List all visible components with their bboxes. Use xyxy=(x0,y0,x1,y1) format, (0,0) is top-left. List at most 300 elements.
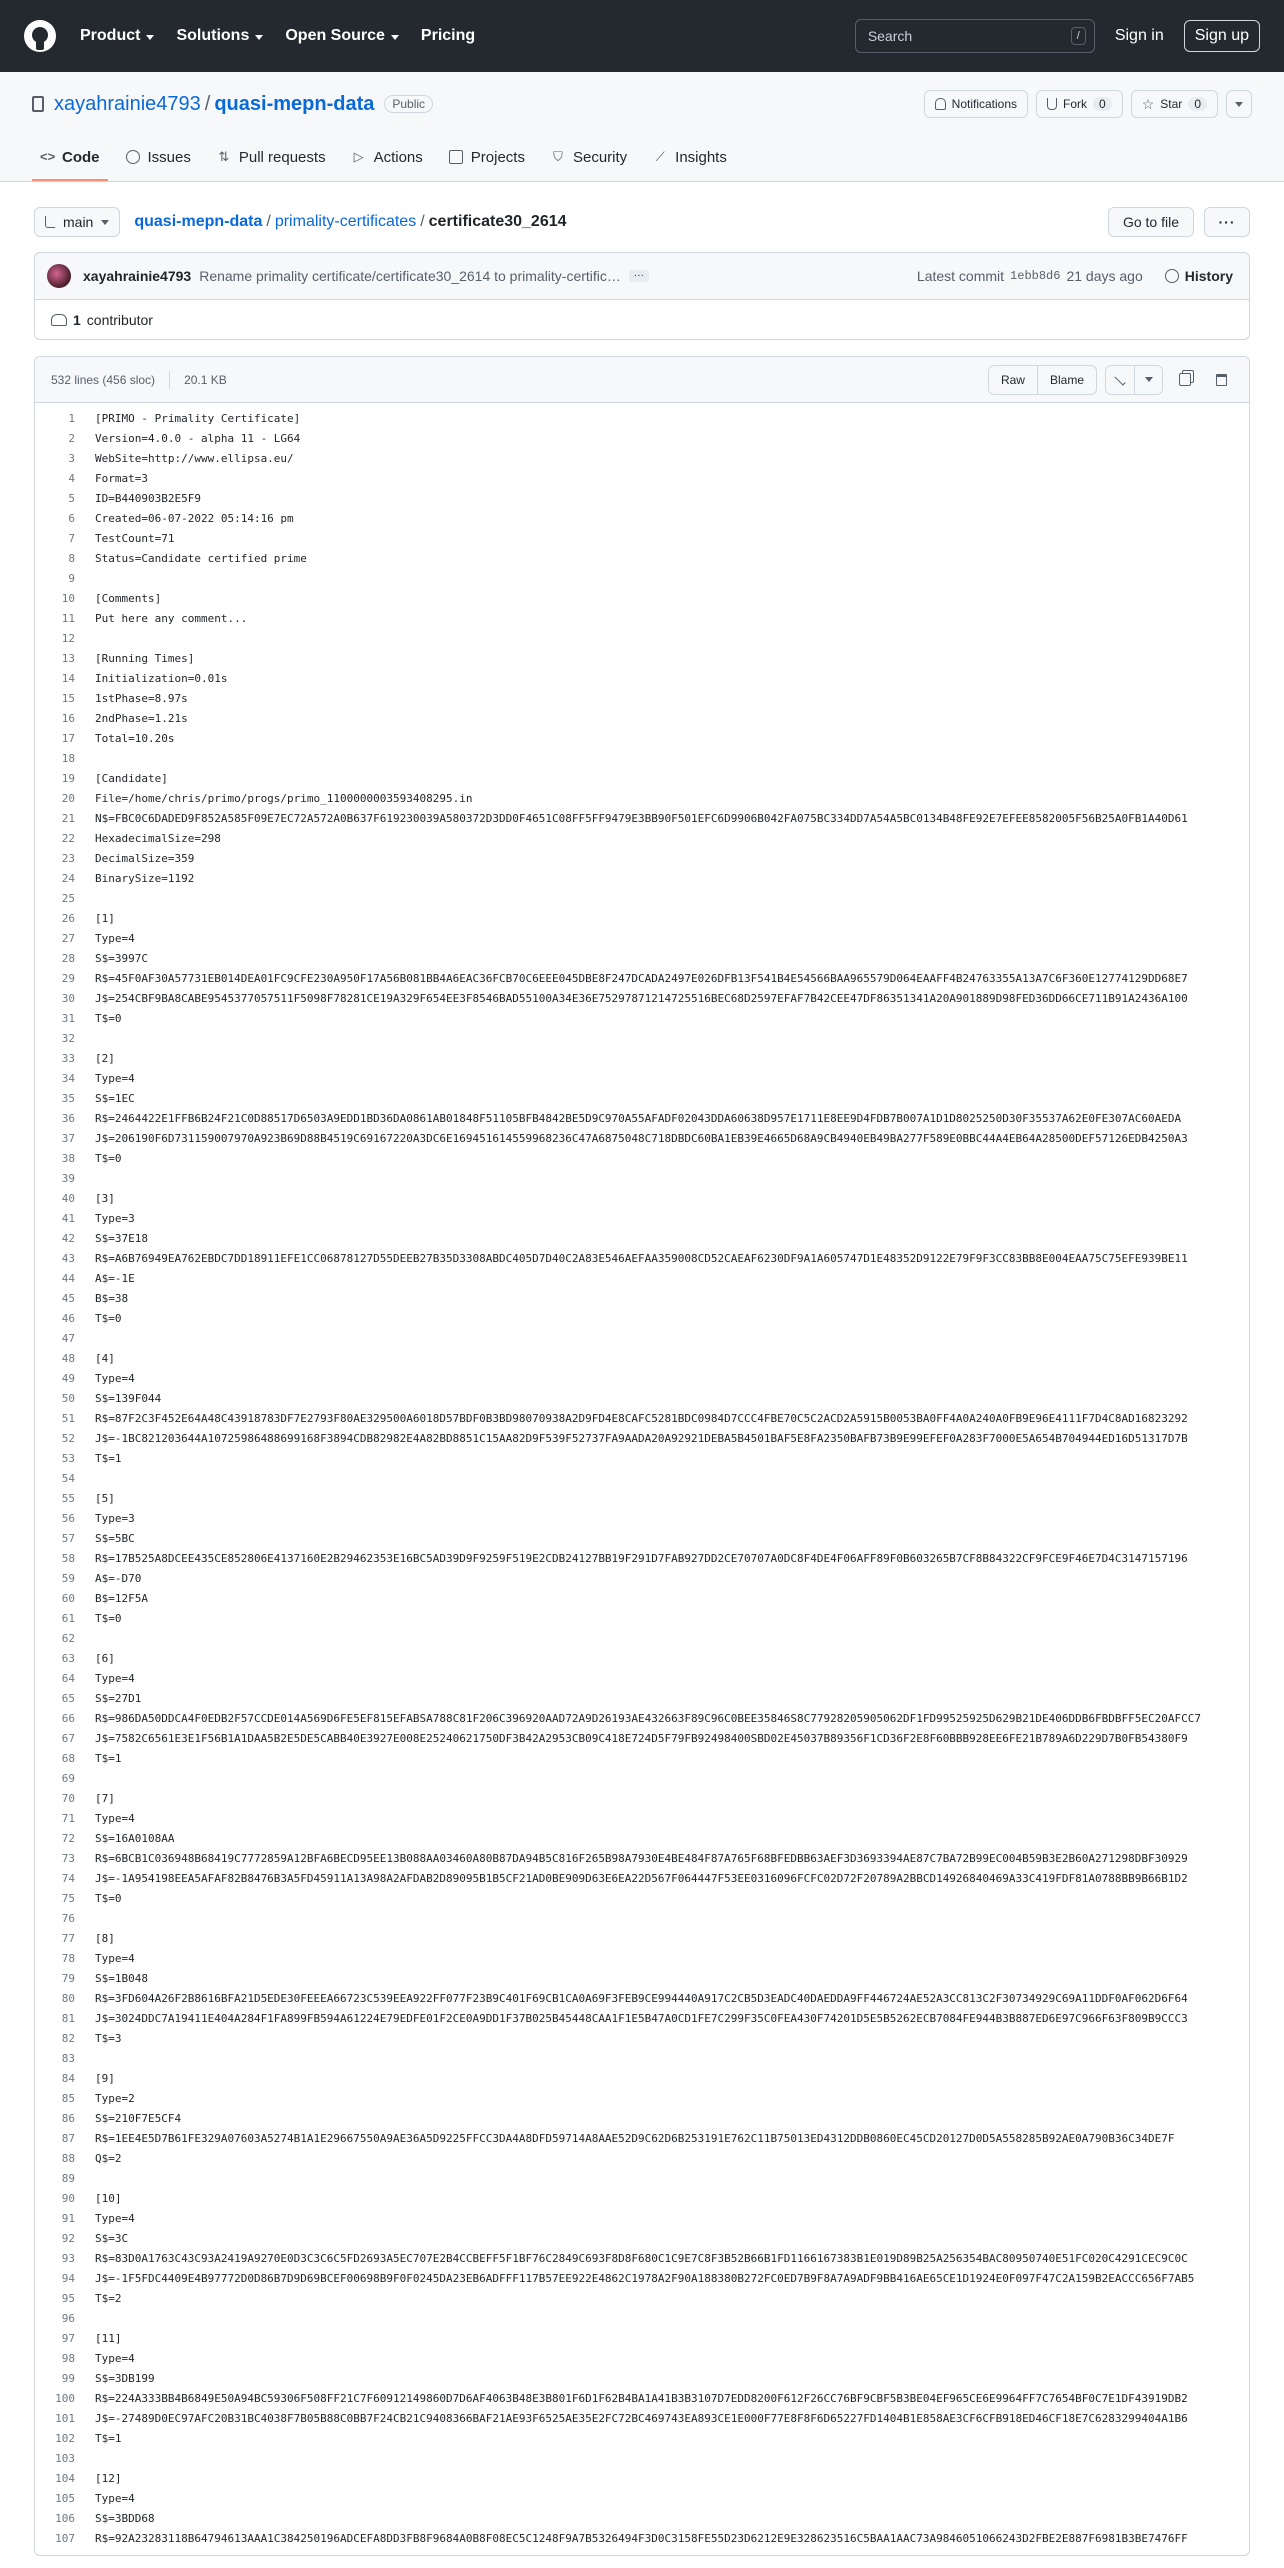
code-line xyxy=(35,669,1249,689)
line-number[interactable]: 36 xyxy=(61,1112,75,1125)
line-number[interactable]: 61 xyxy=(61,1612,75,1625)
line-number[interactable]: 105 xyxy=(55,2492,75,2505)
fork-button[interactable] xyxy=(1036,90,1123,118)
branch-selector[interactable] xyxy=(34,207,120,237)
line-number[interactable]: 5 xyxy=(68,492,75,505)
line-number[interactable]: 56 xyxy=(61,1512,75,1525)
line-number[interactable]: 41 xyxy=(61,1212,75,1225)
nav-product-label: Product xyxy=(80,27,141,44)
line-number[interactable]: 64 xyxy=(61,1672,75,1685)
line-content xyxy=(75,2169,95,2189)
code-line xyxy=(35,889,1249,909)
line-number[interactable]: 104 xyxy=(55,2472,75,2485)
code-line xyxy=(35,1209,1249,1229)
line-content xyxy=(75,1469,95,1489)
line-number[interactable]: 71 xyxy=(61,1812,75,1825)
nav-solutions-label: Solutions xyxy=(176,27,250,44)
code-line xyxy=(35,1129,1249,1149)
branch-name: main xyxy=(63,214,94,230)
code-line xyxy=(35,549,1249,569)
line-content: R$=92A23283118B64794613AAA1C384250196ADCEFA8DD3FB8F9684A0B8F08EC5C1248F9A7B5326494F3D0C3158FE55D23D6212E9E328623516C5BAA1AAC73A9846051066243D2FBE2E887F6981B3BE7476FF xyxy=(95,2532,1188,2545)
line-content: T$=1 xyxy=(95,1752,122,1765)
tab-issues-label: Issues xyxy=(147,148,191,166)
line-content: J$=7582C6561E3E1F56B1A1DAA5B2E5DE5CABB40E3927E008E25240621750DF3B42A2953CB09C418E724D5F79FB92498400SBD02E45037B89356F1CD36F2E8F60BBB928EE6FE21B789A6D229D7B0FB54380F9 xyxy=(95,1732,1188,1745)
line-number[interactable]: 60 xyxy=(61,1592,75,1605)
line-number[interactable]: 21 xyxy=(61,812,75,825)
line-content: T$=2 xyxy=(95,2292,122,2305)
code-line xyxy=(35,2489,1249,2509)
line-content: T$=1 xyxy=(95,2432,122,2445)
line-number[interactable]: 6 xyxy=(68,512,75,525)
line-content: R$=83D0A1763C43C93A2419A9270E0D3C3C6C5FD2693A5EC707E2B4CCBEFF5F1BF76C2849C693F8D8F680C1C9E7C8F3B52B66B1FD1166167383B1E019D89B25A256354BAC80950740E51FC020C4291CEC9C0C xyxy=(95,2252,1188,2265)
line-content: T$=0 xyxy=(95,1892,122,1905)
line-number[interactable]: 1 xyxy=(68,412,75,425)
line-number[interactable]: 50 xyxy=(61,1392,75,1405)
tab-pull-requests[interactable] xyxy=(209,135,334,181)
line-number[interactable]: 22 xyxy=(61,832,75,845)
code-line xyxy=(35,1189,1249,1209)
line-content: 2ndPhase=1.21s xyxy=(95,712,188,725)
line-content: J$=-1A954198EEA5AFAF82B8476B3A5FD45911A13A98A2AFDAB2D89095B1B5CF21AD0BE909D63E6EA22D567F064447F53EE0316096FCFC02D72F20789A2BBCD14926840469A33C419FDF81A0788BB9B66B1D2 xyxy=(95,1872,1188,1885)
line-number[interactable]: 75 xyxy=(61,1892,75,1905)
line-number[interactable]: 92 xyxy=(61,2232,75,2245)
table-icon xyxy=(449,150,463,164)
line-number[interactable]: 12 xyxy=(61,632,75,645)
raw-button[interactable]: Raw xyxy=(1000,372,1025,387)
code-line xyxy=(35,829,1249,849)
line-number[interactable]: 81 xyxy=(61,2012,75,2025)
notifications-button[interactable] xyxy=(924,90,1028,118)
star-dropdown-button[interactable] xyxy=(1226,90,1252,118)
line-number[interactable]: 23 xyxy=(61,852,75,865)
code-line xyxy=(35,1089,1249,1109)
line-number[interactable]: 76 xyxy=(61,1912,75,1925)
code-line xyxy=(35,1829,1249,1849)
code-line xyxy=(35,2189,1249,2209)
line-number[interactable]: 47 xyxy=(61,1332,75,1345)
line-number[interactable]: 14 xyxy=(61,672,75,685)
line-number[interactable]: 29 xyxy=(61,972,75,985)
code-icon: <> xyxy=(40,149,56,164)
blame-button[interactable]: Blame xyxy=(1037,366,1096,394)
code-line xyxy=(35,1289,1249,1309)
line-number[interactable]: 49 xyxy=(61,1372,75,1385)
code-line xyxy=(35,1589,1249,1609)
code-line xyxy=(35,2049,1249,2069)
line-content: R$=17B525A8DCEE435CE852806E4137160E2B29462353E16BC5AD39D9F9259F519E2CDB24127BB19F291D7FAB927DD2CE70707A0DC8F4DE4F06AFF89F0B603265B7CF8B84322CF9FCE9F46E7D4C3147157196 xyxy=(95,1552,1188,1565)
raw-blame-group xyxy=(988,365,1097,395)
breadcrumb-repo-link[interactable]: quasi-mepn-data xyxy=(134,213,263,230)
line-content: [6] xyxy=(95,1652,115,1665)
line-number[interactable]: 101 xyxy=(55,2412,75,2425)
line-number[interactable]: 86 xyxy=(61,2112,75,2125)
line-number[interactable]: 30 xyxy=(61,992,75,1005)
line-content xyxy=(75,1329,95,1349)
line-number[interactable]: 65 xyxy=(61,1692,75,1705)
tab-insights-label: Insights xyxy=(675,148,727,166)
line-content: Created=06-07-2022 05:14:16 pm xyxy=(95,512,294,525)
line-number[interactable]: 44 xyxy=(61,1272,75,1285)
line-content: [3] xyxy=(95,1192,115,1205)
tab-security[interactable] xyxy=(543,135,635,181)
edit-group xyxy=(1105,365,1163,395)
line-number[interactable]: 67 xyxy=(61,1732,75,1745)
line-number[interactable]: 4 xyxy=(68,472,75,485)
line-content: Type=4 xyxy=(95,1072,135,1085)
code-line xyxy=(35,1269,1249,1289)
line-content: J$=254CBF9BA8CABE9545377057511F5098F78281CE19A329F654EE3F8546BAD55100A34E36E75297871214725516BEC68D2597EFAF7B42CEE47DF86351341A20A901889D98FED36DD66CE711B91A2436A100 xyxy=(95,992,1188,1005)
sign-in-link[interactable]: Sign in xyxy=(1114,27,1164,44)
line-number[interactable]: 33 xyxy=(61,1052,75,1065)
top-header xyxy=(0,0,1284,72)
line-number[interactable]: 100 xyxy=(55,2392,75,2405)
commit-author-link[interactable]: xayahrainie4793 xyxy=(83,268,192,284)
line-number[interactable]: 74 xyxy=(61,1872,75,1885)
line-number[interactable]: 24 xyxy=(61,872,75,885)
line-number[interactable]: 90 xyxy=(61,2192,75,2205)
line-number[interactable]: 28 xyxy=(61,952,75,965)
line-number[interactable]: 7 xyxy=(68,532,75,545)
line-content: [10] xyxy=(95,2192,122,2205)
line-number[interactable]: 42 xyxy=(61,1232,75,1245)
line-content: Type=3 xyxy=(95,1512,135,1525)
code-line xyxy=(35,489,1249,509)
line-number[interactable]: 97 xyxy=(61,2332,75,2345)
line-content: Type=4 xyxy=(95,1372,135,1385)
line-content: R$=986DA50DDCA4F0EDB2F57CCDE014A569D6FE5EF815EFABSA788C81F206C396920AAD72A9D26193AE432663F89C96C0BEE35846S8C77928205905062DF1FD99525925D629B21DE406DDB6FBDBFF5EC20AFCC7 xyxy=(95,1712,1201,1725)
code-line xyxy=(35,1669,1249,1689)
line-number[interactable]: 83 xyxy=(61,2052,75,2065)
code-line xyxy=(35,2389,1249,2409)
code-line xyxy=(35,1149,1249,1169)
line-content: Type=4 xyxy=(95,1812,135,1825)
line-number[interactable]: 80 xyxy=(61,1992,75,2005)
line-number[interactable]: 98 xyxy=(61,2352,75,2365)
nav-pricing[interactable] xyxy=(421,27,475,45)
code-line xyxy=(35,1789,1249,1809)
code-line xyxy=(35,1069,1249,1089)
contributor-count: 1 xyxy=(73,311,81,328)
code-line xyxy=(35,849,1249,869)
tab-actions[interactable] xyxy=(344,135,431,181)
line-content: J$=-1F5FDC4409E4B97772D0D86B7D9D69BCEF00698B9F0F0245DA23EB6ADFFF117B57EE922E4862C1978A2F90A188380B272FC0ED7B9F8A7A9ADF9BB416AE65CE1D1924E0F097F47C2A159B2EACCC656F7AB5 xyxy=(95,2272,1195,2285)
line-number[interactable]: 45 xyxy=(61,1292,75,1305)
code-line xyxy=(35,629,1249,649)
code-line xyxy=(35,1889,1249,1909)
line-number[interactable]: 63 xyxy=(61,1652,75,1665)
code-line xyxy=(35,1809,1249,1829)
chevron-down-icon xyxy=(1235,102,1243,107)
star-label: Star xyxy=(1160,97,1183,111)
line-number[interactable]: 107 xyxy=(55,2532,75,2545)
line-number[interactable]: 11 xyxy=(61,612,75,625)
line-number[interactable]: 34 xyxy=(61,1072,75,1085)
github-logo-icon[interactable] xyxy=(24,20,56,52)
tab-issues[interactable] xyxy=(118,135,199,181)
tab-security-label: Security xyxy=(572,148,628,166)
line-content: S$=37E18 xyxy=(95,1232,148,1245)
edit-dropdown-button[interactable] xyxy=(1134,366,1162,394)
line-number[interactable]: 27 xyxy=(61,932,75,945)
code-line xyxy=(35,2129,1249,2149)
breadcrumb-dir-link[interactable]: primality-certificates xyxy=(274,213,417,230)
line-number[interactable]: 20 xyxy=(61,792,75,805)
fork-icon xyxy=(1047,98,1057,110)
line-number[interactable]: 103 xyxy=(55,2452,75,2465)
line-number[interactable]: 55 xyxy=(61,1492,75,1505)
top-nav xyxy=(80,27,475,45)
line-number[interactable]: 66 xyxy=(61,1712,75,1725)
chevron-down-icon xyxy=(1145,377,1153,382)
line-number[interactable]: 40 xyxy=(61,1192,75,1205)
line-number[interactable]: 95 xyxy=(61,2292,75,2305)
line-number[interactable]: 13 xyxy=(61,652,75,665)
code-line xyxy=(35,1869,1249,1889)
line-content: [Running Times] xyxy=(95,652,195,665)
line-number[interactable]: 38 xyxy=(61,1152,75,1165)
line-number[interactable]: 35 xyxy=(61,1092,75,1105)
line-content: R$=87F2C3F452E64A48C43918783DF7E2793F80AE329500A6018D57BDF0B3BD98070938A2D9FD4E8CAFC5281BDC0984D7CCC4FBE70C5C2ACD2A5915B0053BA0FF4A0A240A0FB9E96E4111F7D4C8AD16823292 xyxy=(95,1412,1188,1425)
line-number[interactable]: 82 xyxy=(61,2032,75,2045)
line-content: R$=3FD604A26F2B8616BFA21D5EDE30FEEEA66723C539EEA922FF077F23B9C401F69CB1CA0A69F3FEB9CE994440A917C2CB5D3EADC40DAEDDA9FF446724AE52A3CC813C2F30734929C69A11DDF0AF062D6F64 xyxy=(95,1992,1188,2005)
code-line xyxy=(35,1449,1249,1469)
tab-code-label: Code xyxy=(62,148,100,166)
file-size: 20.1 KB xyxy=(184,372,227,387)
line-content: Status=Candidate certified prime xyxy=(95,552,307,565)
line-number[interactable]: 106 xyxy=(55,2512,75,2525)
line-number[interactable]: 58 xyxy=(61,1552,75,1565)
file-header xyxy=(35,357,1249,403)
line-content: [2] xyxy=(95,1052,115,1065)
line-content: TestCount=71 xyxy=(95,532,175,545)
expand-commit-message-button[interactable]: ··· xyxy=(629,270,649,282)
contributors-bar[interactable] xyxy=(34,300,1250,340)
edit-button[interactable] xyxy=(1106,366,1134,394)
line-number[interactable]: 54 xyxy=(61,1472,75,1485)
nav-product[interactable] xyxy=(80,27,154,45)
line-number[interactable]: 51 xyxy=(61,1412,75,1425)
code-line xyxy=(35,1229,1249,1249)
code-line xyxy=(35,1769,1249,1789)
code-line xyxy=(35,909,1249,929)
code-view[interactable] xyxy=(35,403,1249,2549)
code-line xyxy=(35,1529,1249,1549)
code-line xyxy=(35,569,1249,589)
line-number[interactable]: 93 xyxy=(61,2252,75,2265)
line-content: [9] xyxy=(95,2072,115,2085)
line-number[interactable]: 37 xyxy=(61,1132,75,1145)
line-number[interactable]: 68 xyxy=(61,1752,75,1765)
go-to-file-button[interactable]: Go to file xyxy=(1108,207,1194,237)
breadcrumb-separator: / xyxy=(420,213,425,230)
tab-code[interactable] xyxy=(32,135,108,181)
code-line xyxy=(35,969,1249,989)
code-line xyxy=(35,2349,1249,2369)
line-number[interactable]: 94 xyxy=(61,2272,75,2285)
line-number[interactable]: 15 xyxy=(61,692,75,705)
code-line xyxy=(35,2369,1249,2389)
latest-commit-label: Latest commit xyxy=(916,268,1005,284)
line-content: [Comments] xyxy=(95,592,162,605)
line-number[interactable]: 102 xyxy=(55,2432,75,2445)
star-button[interactable] xyxy=(1131,90,1218,118)
code-line xyxy=(35,809,1249,829)
line-content xyxy=(75,1029,95,1049)
line-content: Type=3 xyxy=(95,1212,135,1225)
line-number[interactable]: 2 xyxy=(68,432,75,445)
delete-file-button[interactable] xyxy=(1207,366,1235,394)
play-icon: ▷ xyxy=(353,149,364,164)
copy-raw-button[interactable] xyxy=(1171,366,1199,394)
repo-owner-link[interactable]: xayahrainie4793 xyxy=(54,92,201,115)
repo-icon xyxy=(32,96,44,112)
code-line xyxy=(35,2149,1249,2169)
line-number[interactable]: 96 xyxy=(61,2312,75,2325)
line-number[interactable]: 53 xyxy=(61,1452,75,1465)
line-number[interactable]: 48 xyxy=(61,1352,75,1365)
line-number[interactable]: 69 xyxy=(61,1772,75,1785)
chevron-down-icon xyxy=(101,220,109,225)
line-number[interactable]: 84 xyxy=(61,2072,75,2085)
code-line xyxy=(35,1689,1249,1709)
code-line xyxy=(35,2029,1249,2049)
line-number[interactable]: 91 xyxy=(61,2212,75,2225)
line-number[interactable]: 19 xyxy=(61,772,75,785)
line-number[interactable]: 79 xyxy=(61,1972,75,1985)
visibility-badge: Public xyxy=(384,95,433,113)
line-number[interactable]: 8 xyxy=(68,552,75,565)
code-line xyxy=(35,1649,1249,1669)
commit-time: 21 days ago xyxy=(1066,268,1143,284)
code-line xyxy=(35,1349,1249,1369)
line-number[interactable]: 17 xyxy=(61,732,75,745)
history-icon xyxy=(1165,269,1179,283)
line-number[interactable]: 32 xyxy=(61,1032,75,1045)
tab-projects[interactable] xyxy=(441,135,533,181)
search-input[interactable] xyxy=(855,19,1095,53)
line-content: File=/home/chris/primo/progs/primo_1100000003593408295.in xyxy=(95,792,473,805)
line-number[interactable]: 87 xyxy=(61,2132,75,2145)
line-number[interactable]: 88 xyxy=(61,2152,75,2165)
more-options-button[interactable]: ··· xyxy=(1204,207,1250,237)
commit-sha-link[interactable]: 1ebb8d6 xyxy=(1010,269,1061,283)
line-number[interactable]: 16 xyxy=(61,712,75,725)
code-line xyxy=(35,429,1249,449)
breadcrumb xyxy=(134,213,566,231)
line-content: S$=3DB199 xyxy=(95,2372,155,2385)
line-content: Type=4 xyxy=(95,1952,135,1965)
code-line xyxy=(35,1309,1249,1329)
line-content xyxy=(75,2309,95,2329)
line-number[interactable]: 39 xyxy=(61,1172,75,1185)
line-content: S$=210F7E5CF4 xyxy=(95,2112,182,2125)
line-content xyxy=(75,1629,95,1649)
tab-insights[interactable] xyxy=(645,135,735,181)
code-line xyxy=(35,1329,1249,1349)
code-line xyxy=(35,1609,1249,1629)
fork-count: 0 xyxy=(1093,97,1112,111)
line-content: T$=0 xyxy=(95,1612,122,1625)
code-line xyxy=(35,2269,1249,2289)
line-number[interactable]: 52 xyxy=(61,1432,75,1445)
code-line xyxy=(35,589,1249,609)
line-number[interactable]: 43 xyxy=(61,1252,75,1265)
line-content xyxy=(75,2049,95,2069)
line-content: Type=2 xyxy=(95,2092,135,2105)
line-number[interactable]: 72 xyxy=(61,1832,75,1845)
nav-pricing-label: Pricing xyxy=(420,27,476,44)
repo-name-link[interactable]: quasi-mepn-data xyxy=(214,92,375,115)
line-number[interactable]: 46 xyxy=(61,1312,75,1325)
line-content: R$=1EE4E5D7B61FE329A07603A5274B1A1E29667550A9AE36A5D9225FFCC3DA4A8DFD59714A8AAE52D9C62D6B253191E762C11B75013ED4312DDB0860EC45CD20127D0D5A558285B92AE0A790B36C34DE7F xyxy=(95,2132,1175,2145)
line-content: R$=A6B76949EA762EBDC7DD18911EFE1CC06878127D55DEEB27B35D3308ABDC405D7D40C2A83E546AEFAA359008CD52CAEAF6230DF9A1A605747D1E48352D9122E79F9F3CC83BB8E004EAA75C75EFE939BE11 xyxy=(95,1252,1188,1265)
line-number[interactable]: 77 xyxy=(61,1932,75,1945)
line-content: DecimalSize=359 xyxy=(95,852,195,865)
tab-projects-label: Projects xyxy=(470,148,525,166)
line-number[interactable]: 18 xyxy=(61,752,75,765)
line-number[interactable]: 10 xyxy=(61,592,75,605)
line-content: R$=45F0AF30A57731EB014DEA01FC9CFE230A950F17A56B081BB4A6EAC36FCB70C6EEE045DBE8F247DCADA2497E026DFB13F541B4E54566BAA965579D064EAAFF4B24763355A13A7C6F360E12774129DD68E7 xyxy=(95,972,1188,985)
code-line xyxy=(35,649,1249,669)
sign-up-button[interactable]: Sign up xyxy=(1184,20,1260,52)
code-line xyxy=(35,1549,1249,1569)
latest-commit-bar xyxy=(34,252,1250,300)
code-line xyxy=(35,2009,1249,2029)
line-number[interactable]: 73 xyxy=(61,1852,75,1865)
code-line xyxy=(35,2169,1249,2189)
line-number[interactable]: 99 xyxy=(61,2372,75,2385)
code-line xyxy=(35,1049,1249,1069)
line-content: J$=3024DDC7A19411E404A284F1FA899FB594A61224E79EDFE01F2CE0A9DD1F37B025B45448CAA1F1E5B47A0CD1FE7C299F35C0FEA430F74201D5E5B5262ECB7084FE944B3B887ED6E97C966F63F809B9CCC3 xyxy=(95,2012,1188,2025)
line-number[interactable]: 62 xyxy=(61,1632,75,1645)
line-number[interactable]: 3 xyxy=(68,452,75,465)
history-label: History xyxy=(1184,268,1233,284)
nav-open-source[interactable] xyxy=(285,27,399,45)
code-line xyxy=(35,1389,1249,1409)
code-line xyxy=(35,1949,1249,1969)
notifications-label: Notifications xyxy=(951,97,1018,111)
commit-message-link[interactable]: Rename primality certificate/certificate30_2614 to primality-certific… xyxy=(199,268,621,284)
line-number[interactable]: 31 xyxy=(61,1012,75,1025)
code-line xyxy=(35,2529,1249,2549)
line-number[interactable]: 25 xyxy=(61,892,75,905)
line-content: [Candidate] xyxy=(95,772,168,785)
code-line xyxy=(35,929,1249,949)
line-content: [4] xyxy=(95,1352,115,1365)
history-button[interactable] xyxy=(1165,268,1233,284)
code-line xyxy=(35,1969,1249,1989)
code-line xyxy=(35,949,1249,969)
code-line xyxy=(35,1929,1249,1949)
code-line xyxy=(35,1509,1249,1529)
line-number[interactable]: 26 xyxy=(61,912,75,925)
code-line xyxy=(35,869,1249,889)
nav-solutions[interactable] xyxy=(176,27,263,45)
line-number[interactable]: 57 xyxy=(61,1532,75,1545)
avatar[interactable] xyxy=(47,264,71,288)
line-number[interactable]: 78 xyxy=(61,1952,75,1965)
line-number[interactable]: 70 xyxy=(61,1792,75,1805)
code-line xyxy=(35,1029,1249,1049)
fork-label: Fork xyxy=(1063,97,1088,111)
line-number[interactable]: 89 xyxy=(61,2172,75,2185)
line-number[interactable]: 85 xyxy=(61,2092,75,2105)
line-content: A$=-D70 xyxy=(95,1572,142,1585)
line-number[interactable]: 59 xyxy=(61,1572,75,1585)
line-content: WebSite=http://www.ellipsa.eu/ xyxy=(95,452,294,465)
code-line xyxy=(35,689,1249,709)
line-number[interactable]: 9 xyxy=(68,572,75,585)
